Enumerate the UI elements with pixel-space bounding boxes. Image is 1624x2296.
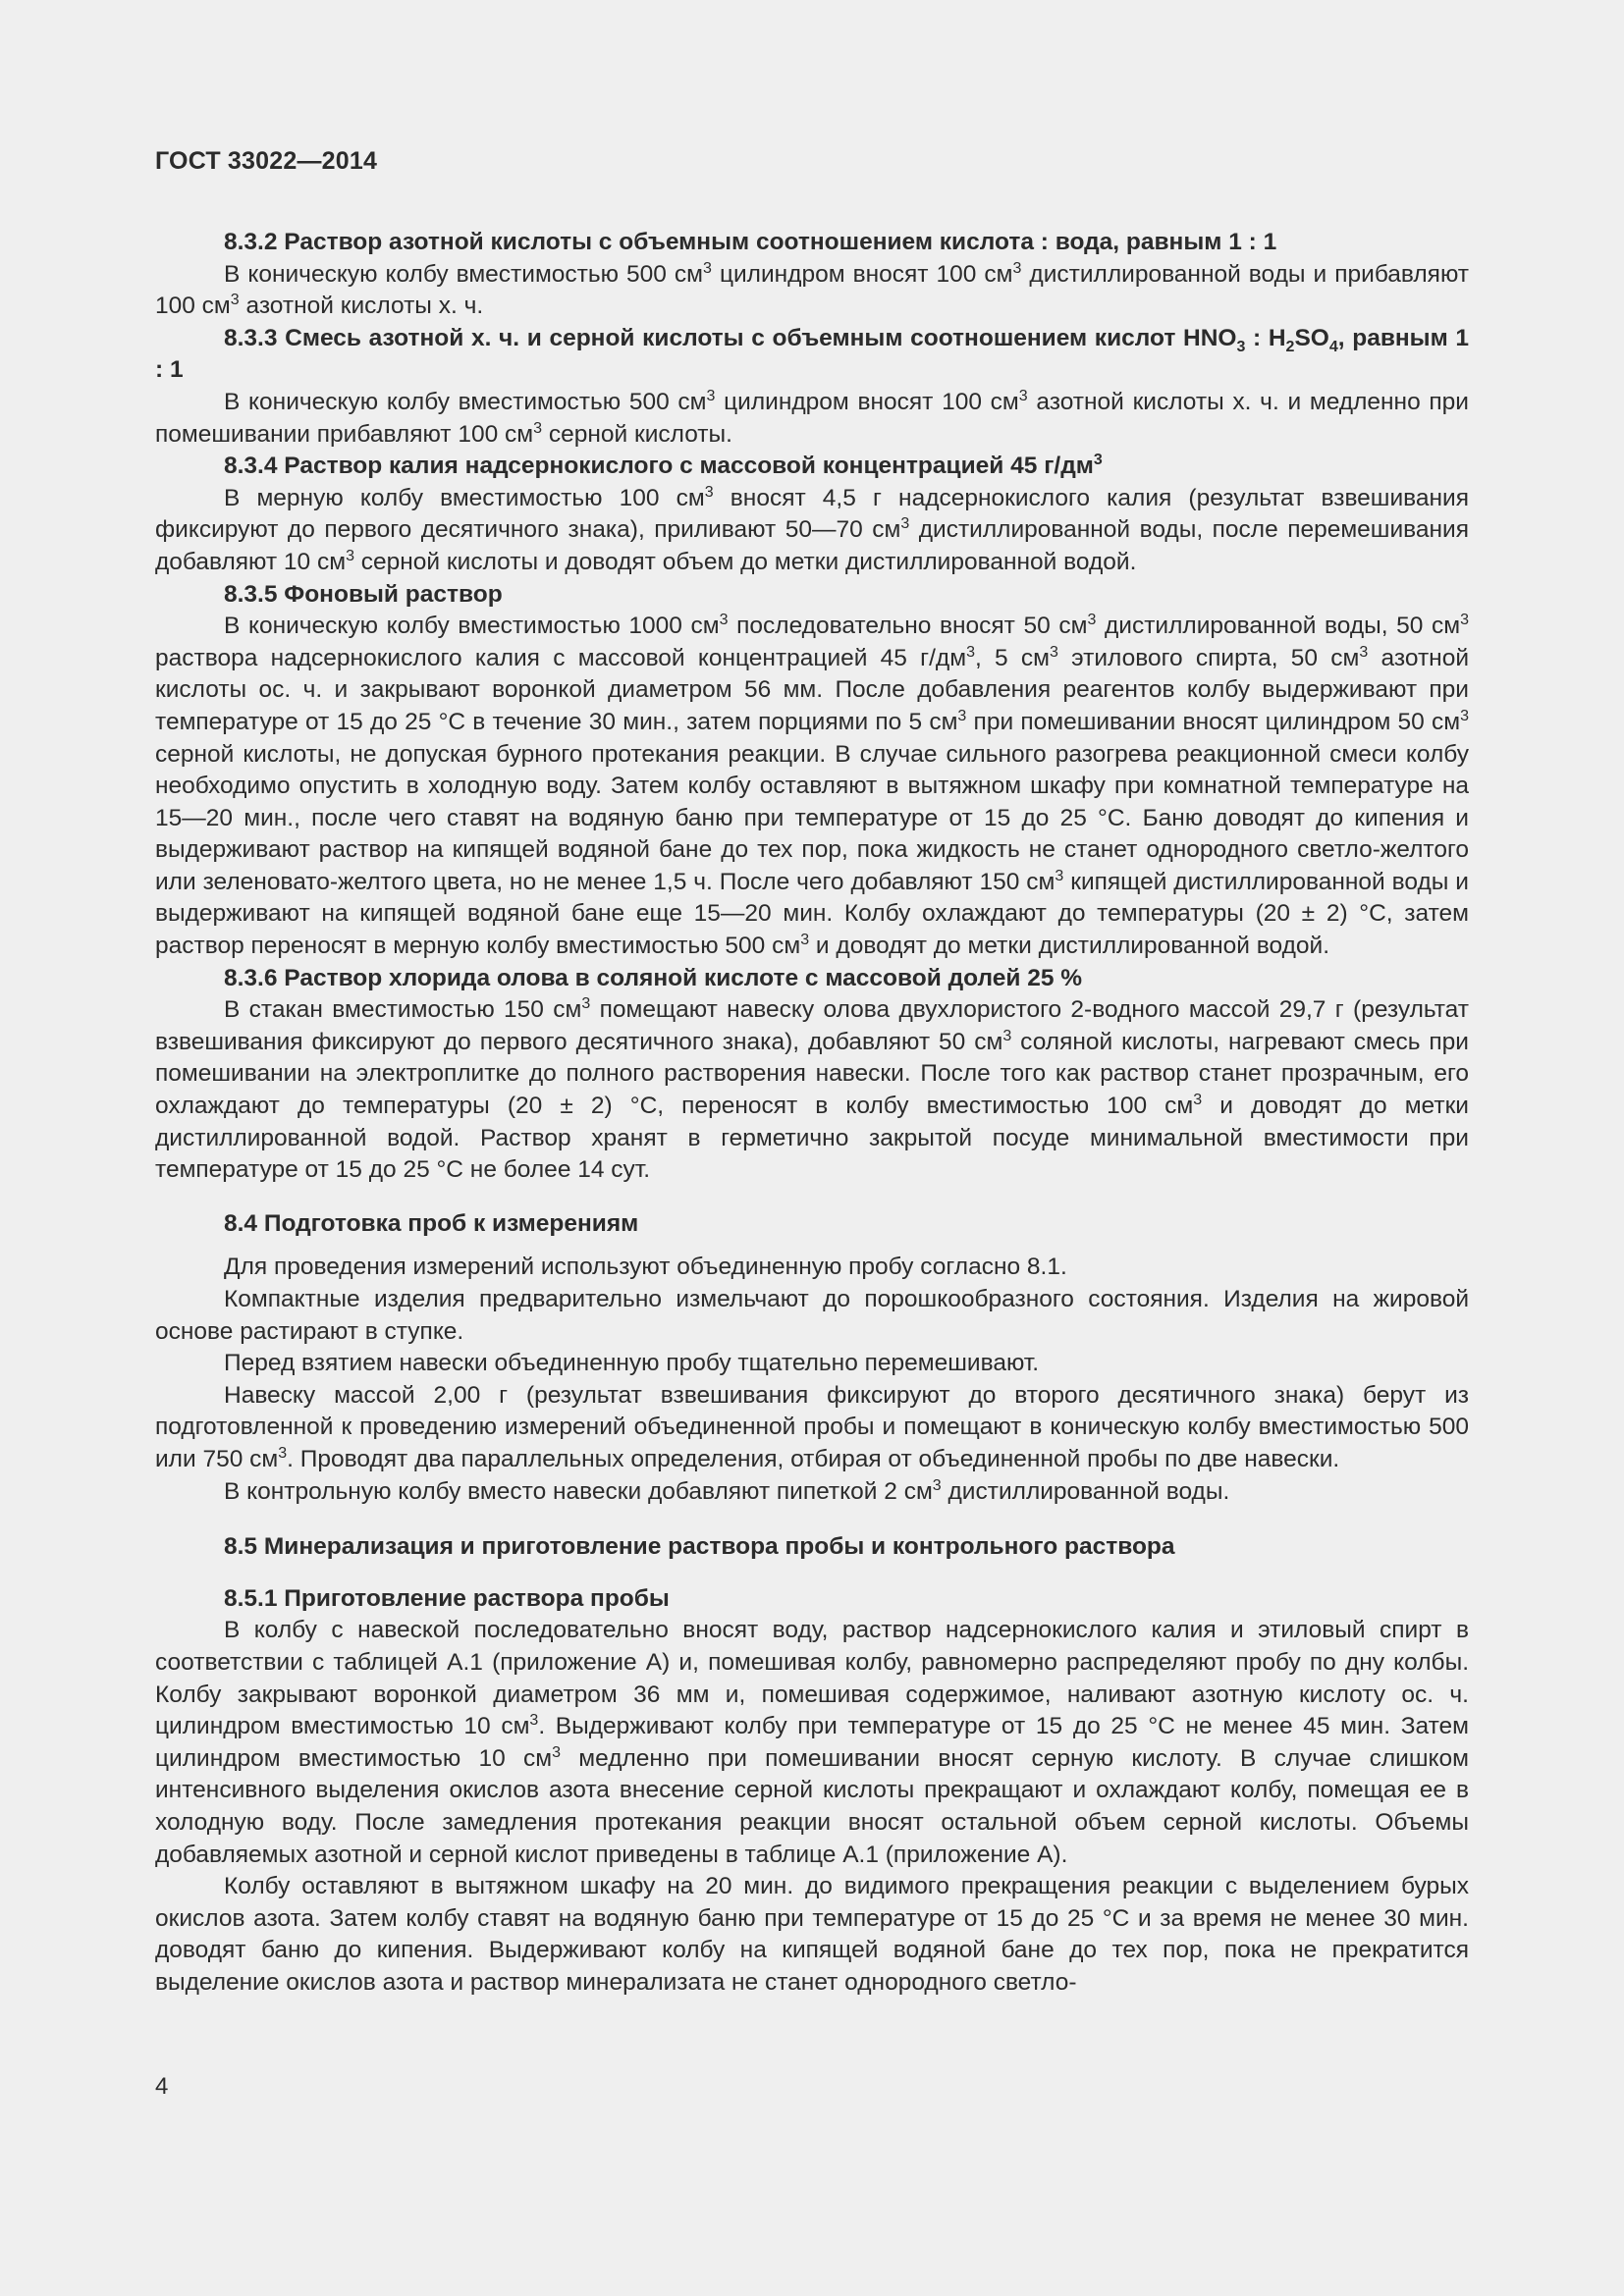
section-8-5-1-paragraph-1: В колбу с навеской последовательно вносят воду, раствор надсернокислого калия и этиловый спирт в соответствии с таблицей А.1 (приложение А) и, помешивая колбу, равномерно распределяют пробу по дну колбы. Колбу закрывают воронкой диаметром 36 мм и, помешивая содержимое, наливают азотную кислоту ос. ч. цилиндром вместимостью 10 $см^3$. Выдерживают колбу при температуре от 15 до 25 °С не менее 45 мин. Затем цилиндром вместимостью 10 $см^3$ медленно при помешивании вносят серную кислоту. В случае слишком интенсивного выделения окислов азота внесение серной кислоты прекращают и охлаждают колбу, помещая ее в холодную воду. После замедления протекания реакции вносят остальной объем серной кислоты. Объемы добавляемых азотной и серной кислот приведены в таблице А.1 (приложение А). [155, 1617, 1469, 1868]
section-8-5-title: 8.5 Минерализация и приготовление раствора пробы и контрольного раствора [224, 1533, 1175, 1561]
document-header: ГОСТ 33022—2014 [155, 147, 378, 175]
section-8-3-5-paragraph: В коническую колбу вместимостью 1000 $см^3$ последовательно вносят 50 $см^3$ дистиллированной воды, 50 $см^3$ раствора надсернокислого калия с массовой концентрацией 45 $г/дм^3$, 5 $см^3$ этилового спирта, 50 $см^3$ азотной кислоты ос. ч. и закрывают воронкой диаметром 56 мм. После добавления реагентов колбу выдерживают при температуре от 15 до 25 °С в течение 30 мин., затем порциями по 5 $см^3$ при помешивании вносят цилиндром 50 $см^3$ серной кислоты, не допуская бурного протекания реакции. В случае сильного разогрева реакционной смеси колбу необходимо опустить в холодную воду. Затем колбу оставляют в вытяжном шкафу при комнатной температуре на 15—20 мин., после чего ставят на водяную баню при температуре от 15 до 25 °С. Баню доводят до кипения и выдерживают раствор на кипящей водяной бане до тех пор, пока жидкость не станет однородного светло-желтого или зеленовато-желтого цвета, но не менее 1,5 ч. После чего добавляют 150 $см^3$ кипящей дистиллированной воды и выдерживают на кипящей водяной бане еще 15—20 мин. Колбу охлаждают до температуры (20 ± 2) °С, затем раствор переносят в мерную колбу вместимостью 500 $см^3$ и доводят до метки дистиллированной водой. [155, 612, 1470, 960]
section-8-5-1-title: 8.5.1 Приготовление раствора пробы [224, 1584, 670, 1612]
section-8-5-1-paragraph-2: Колбу оставляют в вытяжном шкафу на 20 мин. до видимого прекращения реакции с выделением бурых окислов азота. Затем колбу ставят на водяную баню при температуре от 15 до 25 °С и за время не менее 30 мин. доводят баню до кипения. Выдерживают колбу на кипящей водяной бане до тех пор, пока не прекратится выделение окислов азота и раствор минерализата не станет однородного светло- [155, 1873, 1469, 1996]
section-8-4-paragraph-3: Перед взятием навески объединенную пробу тщательно перемешивают. [224, 1350, 1040, 1377]
section-8-3-4-paragraph: В мерную колбу вместимостью 100 $см^3$ вносят 4,5 г надсернокислого калия (результат взвешивания фиксируют до первого десятичного знака), приливают 50—70 $см^3$ дистиллированной воды, после перемешивания добавляют 10 $см^3$ серной кислоты и доводят объем до метки дистиллированной водой. [155, 483, 1469, 575]
section-8-4-paragraph-2: Компактные изделия предварительно измельчают до порошкообразного состояния. Изделия на жировой основе растирают в ступке. [155, 1286, 1469, 1345]
section-8-4-paragraph-4: Навеску массой 2,00 г (результат взвешивания фиксируют до второго десятичного знака) берут из подготовленной к проведению измерений объединенной пробы и помещают в коническую колбу вместимостью 500 или 750 $см^3$. Проводят два параллельных определения, отбирая от объединенной пробы по две навески. [155, 1381, 1469, 1472]
page-number: 4 [155, 2073, 169, 2100]
document-body [155, 227, 1469, 1999]
section-8-3-3-title: 8.3.3 Смесь азотной х. ч. и серной кислоты с объемным соотношением кислот $HNO_3$ : $H_2SO_4$, равным 1 : 1 [155, 324, 1470, 384]
section-8-3-5-title: 8.3.5 Фоновый раствор [224, 580, 503, 608]
section-8-4-paragraph-5: В контрольную колбу вместо навески добавляют пипеткой 2 $см^3$ дистиллированной воды. [224, 1476, 1230, 1505]
section-8-3-6-title: 8.3.6 Раствор хлорида олова в соляной кислоте с массовой долей 25 % [224, 964, 1083, 991]
section-8-3-6-paragraph: В стакан вместимостью 150 $см^3$ помещают навеску олова двухлористого 2-водного массой 29,7 г (результат взвешивания фиксируют до первого десятичного знака), добавляют 50 $см^3$ соляной кислоты, нагревают смесь при помешивании на электроплитке до полного растворения навески. После того как раствор станет прозрачным, его охлаждают до температуры (20 ± 2) °С, переносят в колбу вместимостью 100 $см^3$ и доводят до метки дистиллированной водой. Раствор хранят в герметично закрытой посуде минимальной вместимости при температуре от 15 до 25 °С не более 14 сут. [155, 995, 1469, 1184]
section-8-3-2-paragraph: В коническую колбу вместимостью 500 $см^3$ цилиндром вносят 100 $см^3$ дистиллированной воды и прибавляют 100 $см^3$ азотной кислоты х. ч. [155, 259, 1469, 320]
section-8-3-3-paragraph: В коническую колбу вместимостью 500 $см^3$ цилиндром вносят 100 $см^3$ азотной кислоты х. ч. и медленно при помешивании прибавляют 100 $см^3$ серной кислоты. [155, 387, 1469, 448]
section-8-4-paragraph-1: Для проведения измерений используют объединенную пробу согласно 8.1. [224, 1254, 1067, 1281]
section-8-4-title: 8.4 Подготовка проб к измерениям [224, 1209, 639, 1237]
section-8-3-2-title: 8.3.2 Раствор азотной кислоты с объемным соотношением кислота : вода, равным 1 : 1 [224, 229, 1277, 255]
section-8-3-4-title: 8.3.4 Раствор калия надсернокислого с массовой концентрацией 45 $г/дм^3$ [224, 452, 1103, 480]
